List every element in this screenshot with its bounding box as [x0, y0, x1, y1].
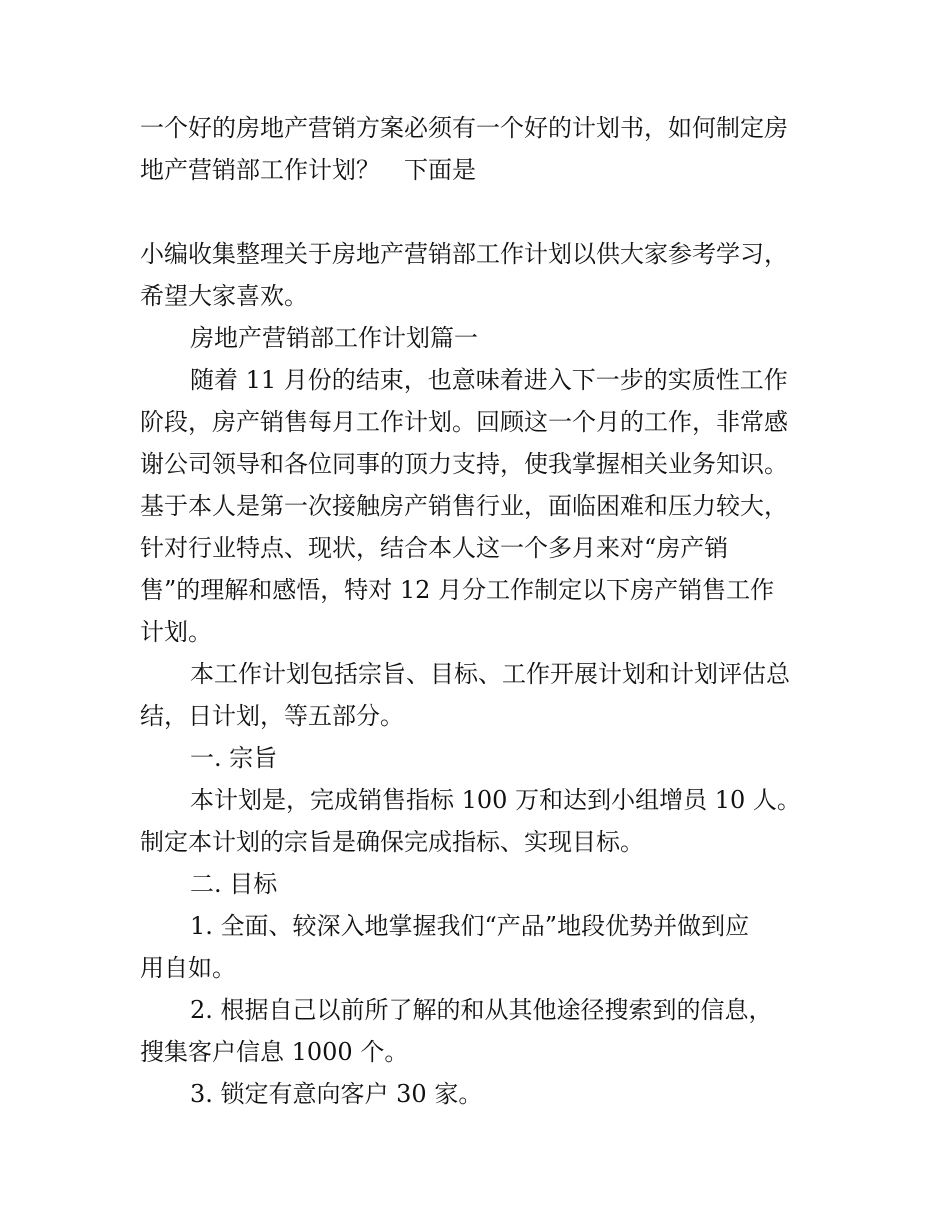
text-line: 计划。: [140, 618, 212, 646]
section-heading: 二. 目标: [190, 870, 278, 898]
list-item: 2. 根据自己以前所了解的和从其他途径搜索到的信息，: [190, 996, 773, 1024]
list-item: 1. 全面、较深入地掌握我们“产品”地段优势并做到应: [190, 912, 750, 940]
list-item: 3. 锁定有意向客户 30 家。: [190, 1080, 483, 1108]
section-heading: 房地产营销部工作计划篇一: [190, 324, 478, 352]
text-line: 售”的理解和感悟，特对 12 月分工作制定以下房产销售工作: [140, 576, 775, 604]
text-line: 谢公司领导和各位同事的顶力支持，使我掌握相关业务知识。: [140, 450, 788, 478]
text-line: 希望大家喜欢。: [140, 282, 308, 310]
text-line: 基于本人是第一次接触房产销售行业，面临困难和压力较大，: [140, 492, 788, 520]
text-line: 一个好的房地产营销方案必须有一个好的计划书，如何制定房: [140, 114, 788, 142]
text-line: 结，日计划，等五部分。: [140, 702, 404, 730]
section-heading: 一. 宗旨: [190, 744, 278, 772]
text-line: 本工作计划包括宗旨、目标、工作开展计划和计划评估总: [190, 660, 790, 688]
text-line: 本计划是，完成销售指标 100 万和达到小组增员 10 人。: [190, 786, 801, 814]
text-line: 制定本计划的宗旨是确保完成指标、实现目标。: [140, 828, 644, 856]
text-line: 小编收集整理关于房地产营销部工作计划以供大家参考学习，: [140, 240, 788, 268]
text-line: 地产营销部工作计划？ 下面是: [140, 156, 476, 184]
text-line: 阶段，房产销售每月工作计划。回顾这一个月的工作，非常感: [140, 408, 788, 436]
text-line: 搜集客户信息 1000 个。: [140, 1038, 409, 1066]
text-line: 随着 11 月份的结束，也意味着进入下一步的实质性工作: [190, 366, 788, 394]
text-line: 针对行业特点、现状，结合本人这一个多月来对“房产销: [140, 534, 729, 562]
text-line: 用自如。: [140, 954, 236, 982]
